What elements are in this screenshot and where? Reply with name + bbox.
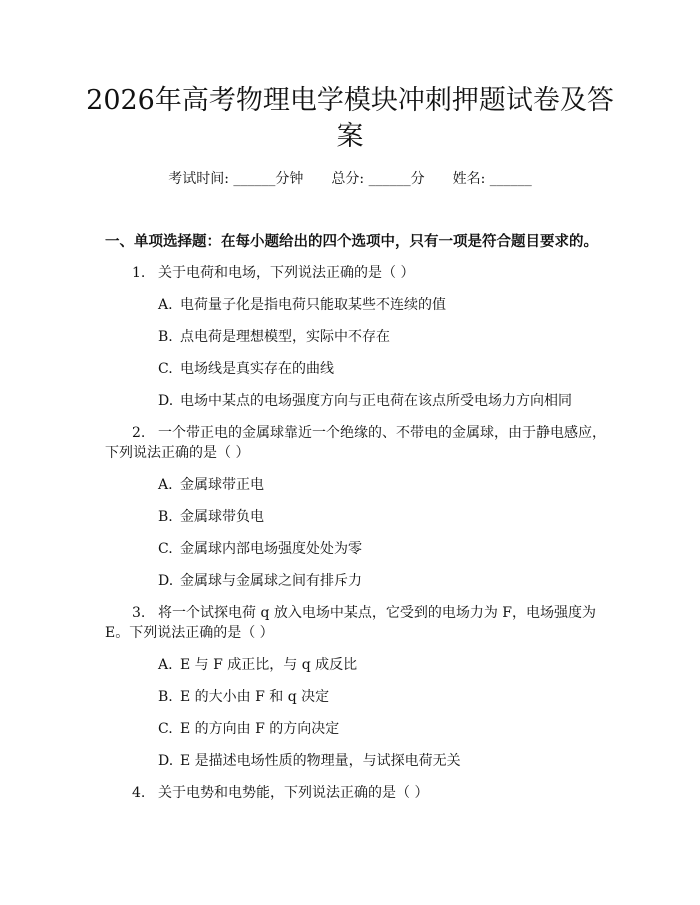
option-text: E 是描述电场性质的物理量，与试探电荷无关 <box>180 753 461 769</box>
option-label: B. <box>158 689 173 705</box>
option-label: A. <box>158 477 173 493</box>
option-label: D. <box>158 753 174 769</box>
option-text: 金属球内部电场强度处处为零 <box>180 541 362 557</box>
question-stem: 一个带正电的金属球靠近一个绝缘的、不带电的金属球，由于静电感应， <box>158 425 606 441</box>
option-label: C. <box>158 721 173 737</box>
question-3-stem-cont: E。下列说法正确的是（ ） <box>105 625 274 641</box>
q1-option-d <box>158 390 572 410</box>
q2-option-b <box>158 506 264 526</box>
question-3 <box>132 602 596 622</box>
option-label: B. <box>158 509 173 525</box>
exam-time-field: 考试时间: ______分钟 <box>168 171 304 187</box>
exam-title-line2: 案 <box>336 121 364 152</box>
question-number: 3. <box>132 605 146 621</box>
q1-option-a <box>158 294 446 314</box>
q3-option-b <box>158 686 329 706</box>
question-1 <box>132 262 414 282</box>
option-text: E 的方向由 F 的方向决定 <box>180 721 340 737</box>
option-text: 金属球带负电 <box>180 509 264 525</box>
option-label: D. <box>158 573 174 589</box>
q2-option-d <box>158 570 362 590</box>
option-label: C. <box>158 361 173 377</box>
q3-option-a <box>158 654 357 674</box>
question-stem: 关于电荷和电场，下列说法正确的是（ ） <box>158 265 415 281</box>
option-text: 金属球与金属球之间有排斥力 <box>180 573 362 589</box>
option-text: E 与 F 成正比，与 q 成反比 <box>180 657 358 673</box>
option-text: E 的大小由 F 和 q 决定 <box>180 689 330 705</box>
name-field: 姓名: ______ <box>452 171 532 187</box>
question-2-stem-cont: 下列说法正确的是（ ） <box>105 445 250 461</box>
exam-title-line1: 2026年高考物理电学模块冲刺押题试卷及答 <box>86 85 614 116</box>
option-label: A. <box>158 657 173 673</box>
total-score-field: 总分: ______分 <box>331 171 425 187</box>
option-label: C. <box>158 541 173 557</box>
option-text: 金属球带正电 <box>180 477 264 493</box>
option-label: A. <box>158 297 173 313</box>
option-label: B. <box>158 329 173 345</box>
question-number: 1. <box>132 265 146 281</box>
q2-option-c <box>158 538 362 558</box>
q3-option-c <box>158 718 339 738</box>
option-text: 电场中某点的电场强度方向与正电荷在该点所受电场力方向相同 <box>180 393 572 409</box>
option-text: 电场线是真实存在的曲线 <box>180 361 334 377</box>
question-number: 2. <box>132 425 146 441</box>
question-stem: 关于电势和电势能，下列说法正确的是（ ） <box>158 785 429 801</box>
question-stem: 将一个试探电荷 q 放入电场中某点，它受到的电场力为 F，电场强度为 <box>158 605 597 621</box>
q3-option-d <box>158 750 461 770</box>
option-label: D. <box>158 393 174 409</box>
q1-option-b <box>158 326 390 346</box>
question-2 <box>132 422 606 442</box>
question-number: 4. <box>132 785 146 801</box>
exam-meta <box>0 168 700 188</box>
section-heading-single-choice: 一、单项选择题：在每小题给出的四个选项中，只有一项是符合题目要求的。 <box>105 234 598 250</box>
option-text: 点电荷是理想模型，实际中不存在 <box>180 329 390 345</box>
q2-option-a <box>158 474 264 494</box>
q1-option-c <box>158 358 334 378</box>
option-text: 电荷量子化是指电荷只能取某些不连续的值 <box>180 297 446 313</box>
question-4 <box>132 782 428 802</box>
